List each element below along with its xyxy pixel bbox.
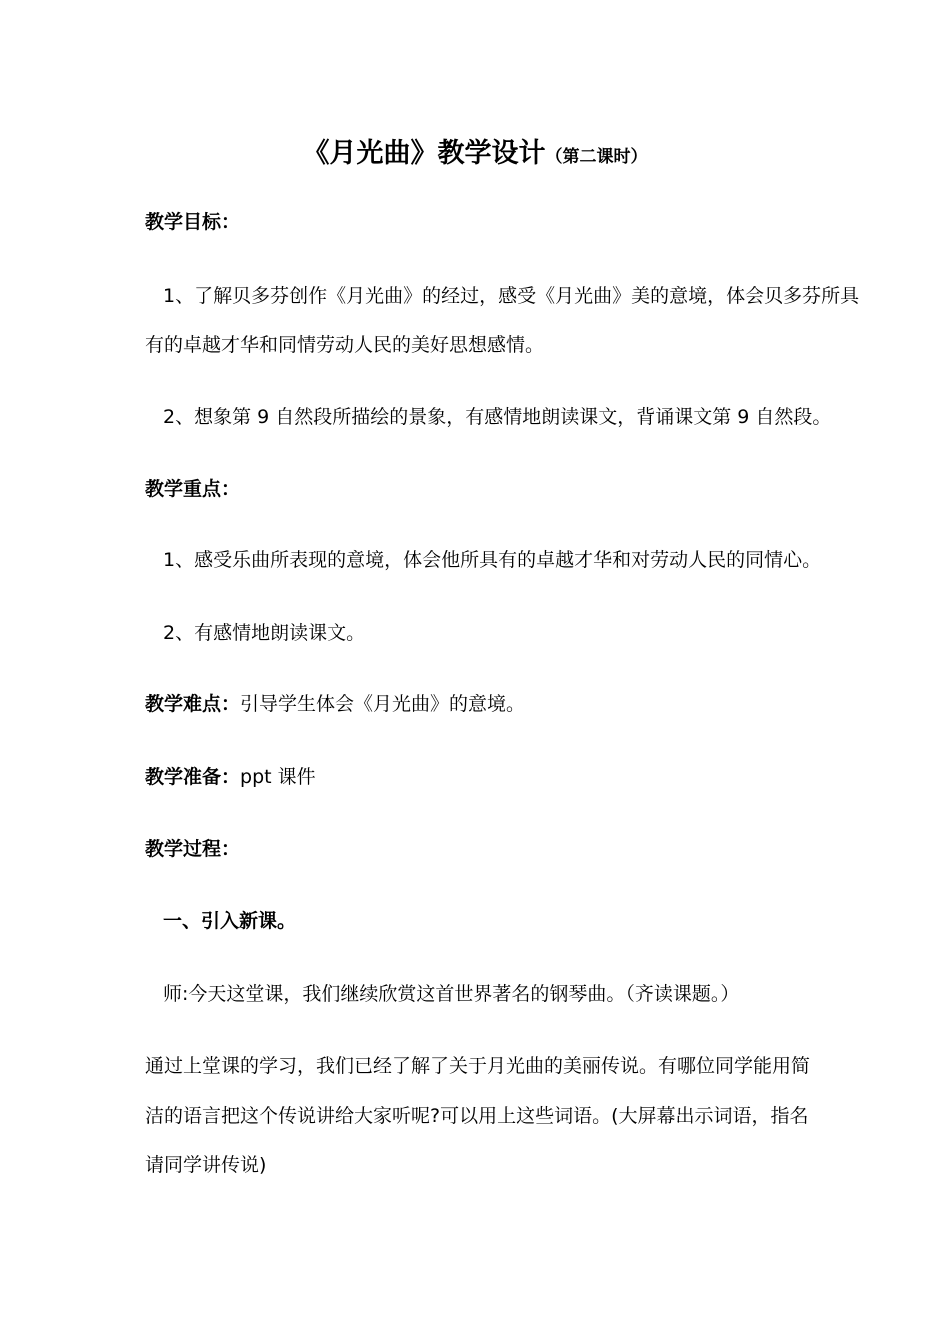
goals-heading: 教学目标： <box>145 211 241 233</box>
goal-1-line-2: 有的卓越才华和同情劳动人民的美好思想感情。 <box>145 334 545 356</box>
paragraph-line-1: 通过上堂课的学习，我们已经了解了关于月光曲的美丽传说。有哪位同学能用简 <box>145 1055 811 1077</box>
difficulty-label: 教学难点： <box>145 693 241 715</box>
process-heading: 教学过程： <box>145 838 241 860</box>
preparation-text: ppt 课件 <box>240 766 316 788</box>
title-main: 《月光曲》教学设计 <box>302 138 546 169</box>
teacher-line: 师:今天这堂课，我们继续欣赏这首世界著名的钢琴曲。（齐读课题。） <box>163 983 740 1005</box>
key-point-1: 1、感受乐曲所表现的意境，体会他所具有的卓越才华和对劳动人民的同情心。 <box>163 549 822 571</box>
goal-1-line-1: 1、了解贝多芬创作《月光曲》的经过，感受《月光曲》美的意境，体会贝多芬所具 <box>163 285 860 307</box>
preparation-label: 教学准备： <box>145 766 241 788</box>
paragraph-line-3: 请同学讲传说) <box>145 1154 267 1176</box>
preparation-line <box>145 765 825 789</box>
difficulty-line <box>145 692 825 716</box>
title-subtitle: （第二课时） <box>545 147 648 167</box>
goal-2: 2、想象第 9 自然段所描绘的景象，有感情地朗读课文，背诵课文第 9 自然段。 <box>163 406 832 428</box>
section-1-heading: 一、引入新课。 <box>163 910 297 932</box>
key-points-heading: 教学重点： <box>145 478 241 500</box>
key-point-2: 2、有感情地朗读课文。 <box>163 622 366 644</box>
difficulty-text: 引导学生体会《月光曲》的意境。 <box>240 693 526 715</box>
document-title <box>0 136 950 175</box>
paragraph-line-2: 洁的语言把这个传说讲给大家听呢?可以用上这些词语。(大屏幕出示词语，指名 <box>145 1105 809 1127</box>
